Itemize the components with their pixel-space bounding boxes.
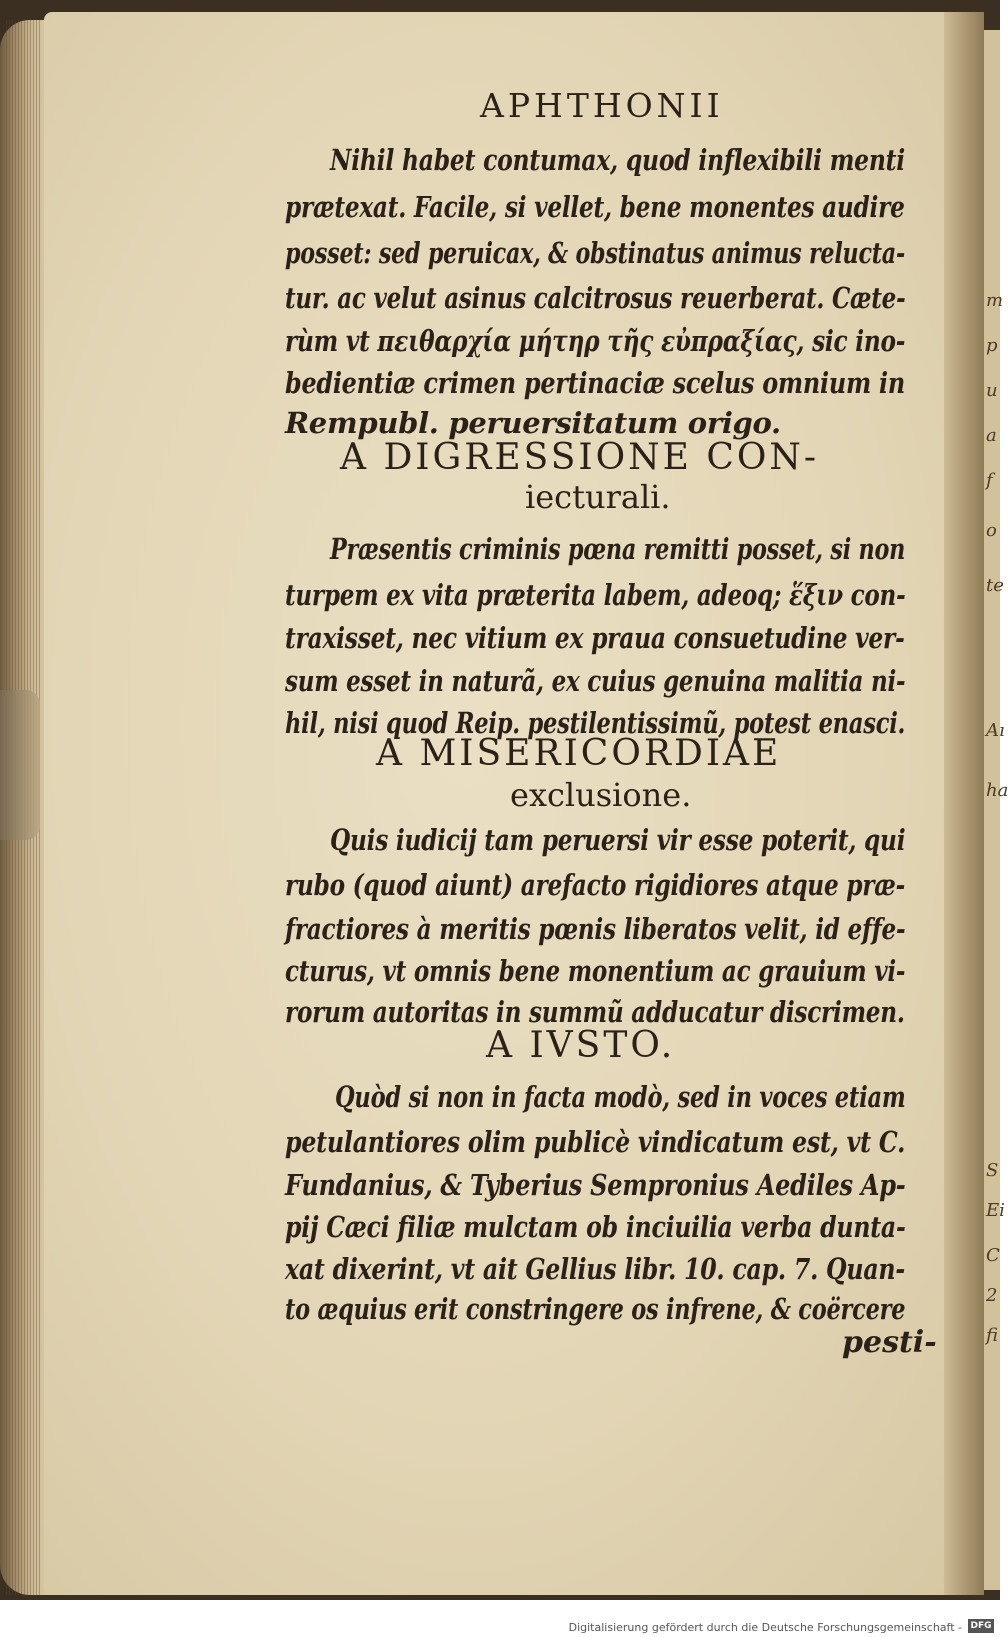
text-line: cturus, vt omnis bene monentium ac grauium vi-	[285, 954, 906, 988]
section-subheading: iecturali.	[525, 478, 671, 516]
text-line: pij Cæci filiæ mulctam ob inciuilia verba dunta-	[285, 1210, 906, 1244]
facing-page-glyph: m	[986, 290, 1004, 311]
text-line: rùm vt πειθαρχία μήτηρ τῆς εὐπραξίας, sic ino-	[285, 324, 906, 358]
text-line: petulantiores olim publicè vindicatum est, vt C.	[285, 1125, 906, 1159]
section-subheading: exclusione.	[510, 776, 692, 814]
text-line: posset: sed peruicax, & obstinatus animus relucta-	[285, 236, 905, 270]
running-header: APHTHONII	[480, 86, 724, 125]
facing-page-glyph: fi	[986, 1325, 999, 1346]
text-line: rubo (quod aiunt) arefacto rigidiores atque præ-	[285, 868, 906, 902]
facing-page-glyph: Aı	[986, 720, 1005, 741]
dfg-logo: DFG	[968, 1619, 994, 1633]
text-line: Quòd si non in facta modò, sed in voces etiam	[335, 1080, 906, 1114]
text-line: Fundanius, & Tyberius Sempronius Aediles Ap-	[285, 1168, 906, 1202]
text-line: Quis iudicij tam peruersi vir esse poterit, qui	[330, 823, 906, 857]
facing-page-glyph: ha	[986, 780, 1008, 801]
facing-page-glyph: p	[986, 335, 998, 356]
facing-page-glyph: te	[986, 575, 1004, 596]
section-heading: A MISERICORDIAE	[376, 733, 782, 774]
text-line: hil, nisi quod Reip. pestilentissimũ, potest enasci.	[285, 706, 906, 740]
text-line: sum esset in naturã, ex cuius genuina malitia ni-	[285, 664, 906, 698]
facing-page-glyph: 2	[986, 1285, 998, 1306]
text-line: to æquius erit constringere os infrene, & coërcere	[285, 1292, 906, 1326]
digitization-credit: Digitalisierung gefördert durch die Deutsche Forschungsgemeinschaft -	[568, 1621, 962, 1634]
page-gutter-shadow	[944, 12, 984, 1595]
text-line: Nihil habet contumax, quod inflexibili menti	[330, 143, 905, 177]
facing-page-glyph: Ei	[986, 1200, 1005, 1221]
text-line: traxisset, nec vitium ex praua consuetudine ver-	[285, 621, 905, 655]
text-line: rorum autoritas in summũ adducatur discrimen.	[285, 995, 905, 1029]
facing-page-glyph: u	[986, 380, 998, 401]
book-clasp	[0, 690, 40, 840]
facing-page-glyph: f	[986, 470, 993, 491]
facing-page-glyph: o	[986, 520, 997, 541]
text-line: prætexat. Facile, si vellet, bene monentes audire	[285, 190, 905, 224]
text-line: turpem ex vita præterita labem, adeoq; ἕξιν con-	[285, 578, 906, 612]
text-line: Rempubl. peruersitatum origo.	[285, 406, 781, 440]
text-line: tur. ac velut asinus calcitrosus reuerberat. Cæte-	[285, 281, 906, 315]
catchword: pesti-	[842, 1325, 937, 1360]
text-line: xat dixerint, vt ait Gellius libr. 10. cap. 7. Quan-	[285, 1252, 905, 1286]
text-line: Præsentis criminis pœna remitti posset, si non	[330, 532, 906, 566]
text-line: fractiores à meritis pœnis liberatos velit, id effe-	[285, 912, 906, 946]
facing-page-strip	[984, 30, 1000, 1590]
section-heading: A IVSTO.	[486, 1025, 676, 1066]
section-heading: A DIGRESSIONE CON-	[340, 437, 820, 478]
facing-page-glyph: a	[986, 425, 997, 446]
facing-page-glyph: S	[986, 1160, 999, 1181]
text-line: bedientiæ crimen pertinaciæ scelus omnium in	[285, 366, 905, 400]
facing-page-glyph: C	[986, 1245, 1000, 1266]
